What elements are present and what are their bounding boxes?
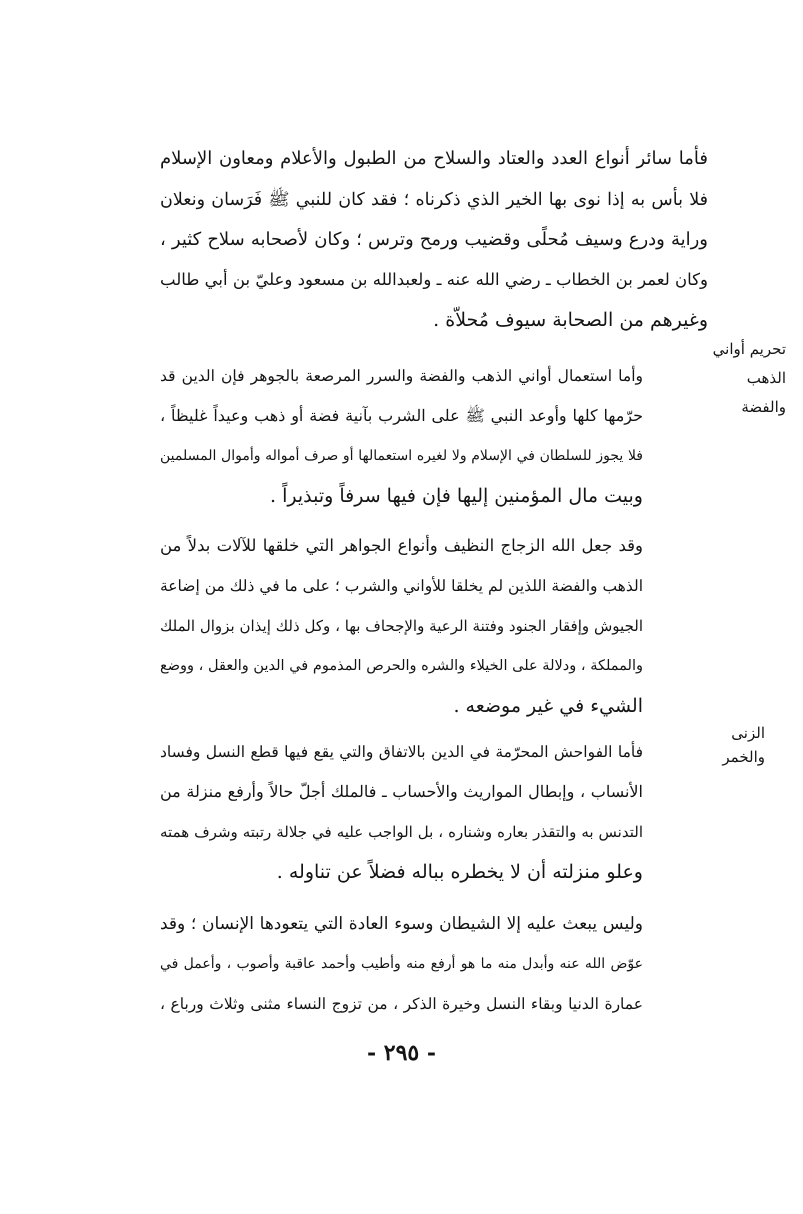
text-line: الأنساب ، وإبطال المواريث والأحساب ـ فالملك أجلّ حالاً وأرفع منزلة من — [160, 782, 643, 801]
text-line: الجيوش وإفقار الجنود وفتنة الرعية والإجحاف بها ، وكل ذلك إيذان بزوال الملك — [160, 617, 643, 635]
text-line: حرّمها كلها وأوعد النبي ﷺ على الشرب بآنية فضة أو ذهب وعيداً غليظاً ، — [160, 406, 643, 425]
text-line: فلا يجوز للسلطان في الإسلام ولا لغيره استعمالها أو صرف أمواله وأموال المسلمين — [160, 448, 643, 464]
text-line: وليس يبعث عليه إلا الشيطان وسوء العادة التي يتعودها الإنسان ؛ وقد — [160, 914, 643, 934]
text-line: والمملكة ، ودلالة على الخيلاء والشره والحرص المذموم في الدين والعقل ، ووضع — [160, 658, 643, 674]
text-line: وراية ودرع وسيف مُحلًى وقضيب ورمح وترس ؛ وكان لأصحابه سلاح كثير ، — [160, 229, 708, 250]
margin-note-line: والفضة — [741, 398, 786, 416]
text-line: التدنس به والتقذر بعاره وشناره ، بل الواجب عليه في جلالة رتبته وشرف همته — [160, 823, 643, 841]
text-line: وعلو منزلته أن لا يخطره بباله فضلاً عن تناوله . — [276, 861, 643, 883]
text-line: وغيرهم من الصحابة سيوف مُحلاّة . — [433, 309, 708, 331]
text-line: فلا بأس به إذا نوى بها الخير الذي ذكرناه ؛ فقد كان للنبي ﷺ فَرَسان ونعلان — [160, 190, 708, 210]
text-line: عمارة الدنيا وبقاء النسل وخيرة الذكر ، من تزوج النساء مثنى وثلاث ورباع ، — [160, 995, 643, 1013]
margin-note-line: الزنى — [731, 724, 765, 742]
text-line: الشيء في غير موضعه . — [453, 695, 643, 717]
margin-note-line: تحريم أواني — [712, 340, 786, 358]
text-line: الذهب والفضة اللذين لم يخلقا للأواني والشرب ؛ على ما في ذلك من إضاعة — [160, 577, 643, 595]
text-line: فأما الفواحش المحرّمة في الدين بالاتفاق والتي يقع فيها قطع النسل وفساد — [160, 743, 643, 761]
text-line: عوّض الله عنه وأبدل منه ما هو أرفع منه وأطيب وأحمد عاقبة وأصوب ، وأعمل في — [160, 956, 643, 972]
text-line: وبيت مال المؤمنين إليها فإن فيها سرفاً وتبذيراً . — [270, 485, 643, 507]
margin-note-line: والخمر — [722, 748, 765, 766]
text-line: فأما سائر أنواع العدد والعتاد والسلاح من الطبول والأعلام ومعاون الإسلام — [160, 148, 708, 169]
text-line: وكان لعمر بن الخطاب ـ رضي الله عنه ـ ولعبدالله بن مسعود وعليّ بن أبي طالب — [160, 270, 708, 289]
text-line: وأما استعمال أواني الذهب والفضة والسرر المرصعة بالجوهر فإن الدين قد — [160, 367, 643, 385]
text-line: وقد جعل الله الزجاج النظيف وأنواع الجواهر التي خلقها للآلات بدلاً من — [160, 536, 643, 555]
margin-note-line: الذهب — [746, 369, 786, 387]
page-number: - ٢٩٥ - — [366, 1040, 437, 1066]
